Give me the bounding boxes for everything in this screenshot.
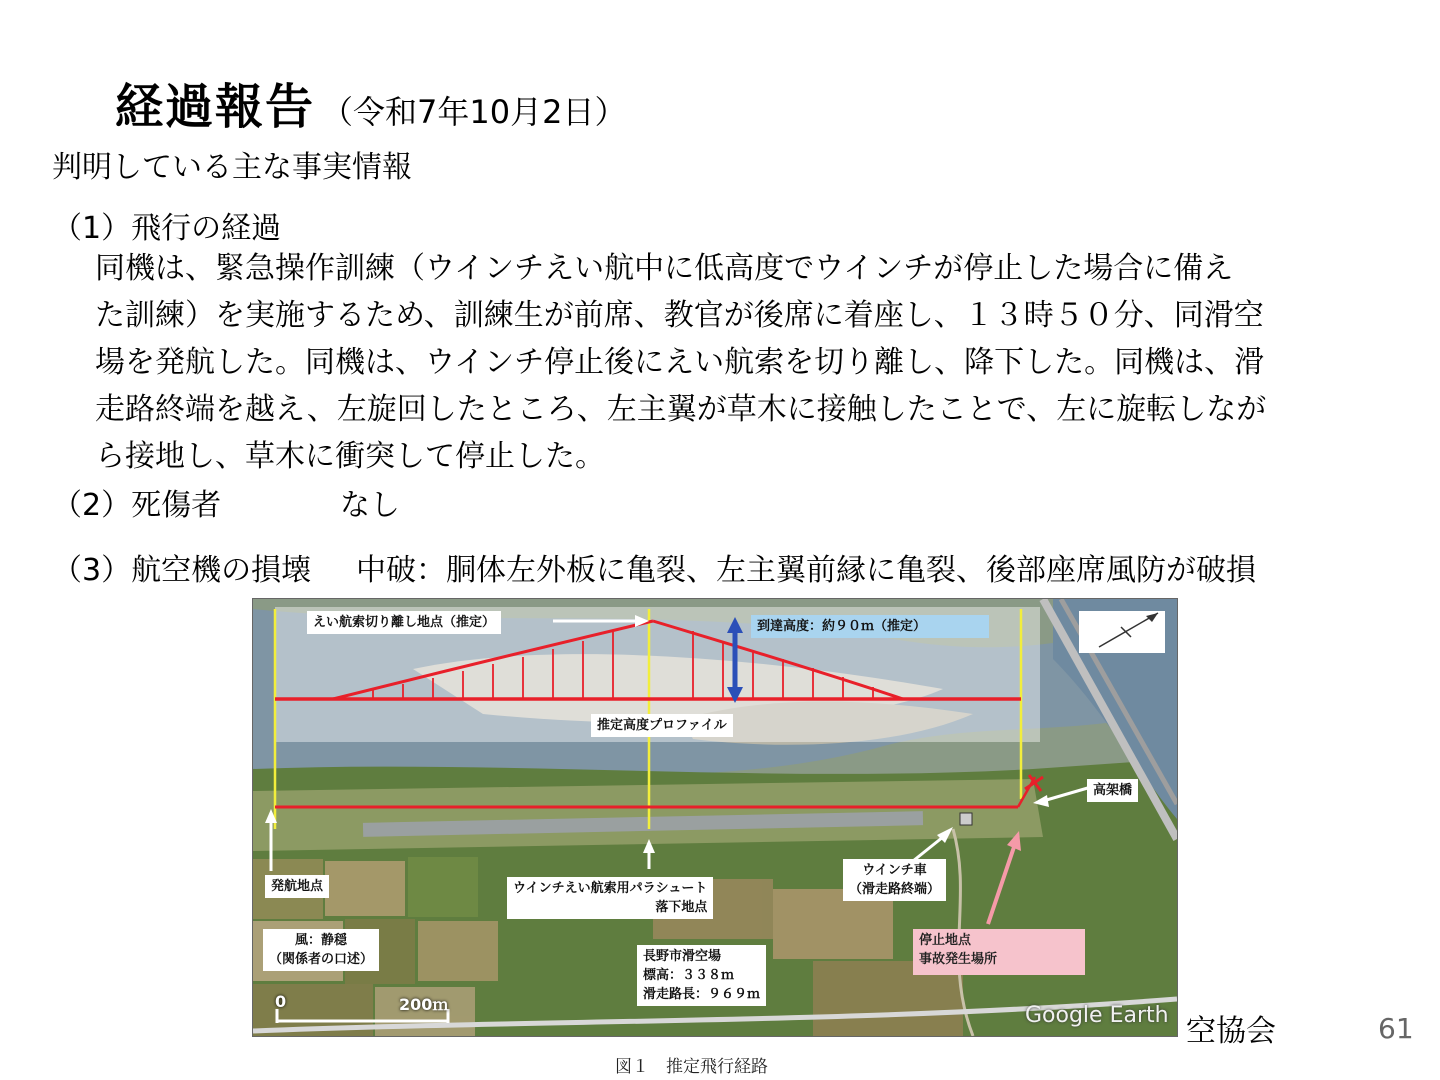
- flight-path-figure: [252, 598, 1178, 1037]
- progress-line: 場を発航した。同機は、ウインチ停止後にえい航索を切り離し、降下した。同機は、滑: [95, 345, 1265, 380]
- section-damage-heading: （3）航空機の損壊: [52, 553, 312, 588]
- viaduct-label: 高架橋: [1087, 779, 1138, 802]
- progress-line: 同機は、緊急操作訓練（ウインチえい航中に低高度でウインチが停止した場合に備え: [95, 251, 1234, 286]
- title-main: 経過報告: [115, 79, 316, 135]
- wind-label: [263, 929, 379, 971]
- airfield-info-label: [637, 945, 766, 1006]
- parachute-label: [507, 877, 713, 919]
- stop-point-line: 事故発生場所: [919, 952, 998, 967]
- section-progress-heading: （1）飛行の経過: [52, 211, 282, 246]
- release-point-label: えい航索切り離し地点（推定）: [307, 611, 501, 634]
- winch-label-line: ウインチ車: [862, 863, 927, 878]
- casualties-value: なし: [340, 488, 400, 523]
- footer-organization: 空協会: [1186, 1014, 1276, 1049]
- altitude-label: 到達高度：約９０ｍ（推定）: [751, 615, 989, 638]
- airfield-info-line: 長野市滑空場: [643, 949, 722, 964]
- google-earth-logo: Google Earth: [1025, 1003, 1169, 1028]
- progress-line: ら接地し、草木に衝突して停止した。: [95, 439, 605, 474]
- scale-zero: 0: [275, 992, 287, 1011]
- progress-line: 走路終端を越え、左旋回したところ、左主翼が草木に接触したことで、左に旋転しなが: [95, 392, 1267, 427]
- scale-200m: 200ｍ: [399, 995, 449, 1014]
- section-progress-body: [95, 245, 1385, 480]
- wind-label-line: （関係者の口述）: [269, 952, 374, 967]
- section-casualties-heading: （2）死傷者: [52, 488, 222, 523]
- winch-label-line: （滑走路終端）: [849, 882, 941, 897]
- page-number: 61: [1378, 1012, 1414, 1045]
- winch-label: [843, 859, 946, 901]
- airfield-info-line: 標高：３３８ｍ: [643, 968, 735, 983]
- parachute-label-line: 落下地点: [655, 900, 708, 915]
- airfield-info-line: 滑走路長：９６９ｍ: [643, 987, 761, 1002]
- profile-label: 推定高度プロファイル: [591, 714, 733, 737]
- parachute-label-line: ウインチえい航索用パラシュート: [513, 881, 708, 896]
- title-date: （令和7年10月2日）: [321, 93, 627, 131]
- figure-caption: 図１ 推定飛行経路: [615, 1057, 768, 1077]
- subtitle: 判明している主な事実情報: [52, 150, 412, 185]
- slide-title: [115, 68, 626, 137]
- progress-line: た訓練）を実施するため、訓練生が前席、教官が後席に着座し、１３時５０分、同滑空: [95, 298, 1264, 333]
- damage-value: 中破：胴体左外板に亀裂、左主翼前縁に亀裂、後部座席風防が破損: [356, 553, 1256, 588]
- launch-point-label: 発航地点: [265, 875, 329, 898]
- stop-point-line: 停止地点: [919, 933, 972, 948]
- wind-label-line: 風：静穏: [295, 933, 348, 948]
- stop-point-label: [913, 929, 1085, 975]
